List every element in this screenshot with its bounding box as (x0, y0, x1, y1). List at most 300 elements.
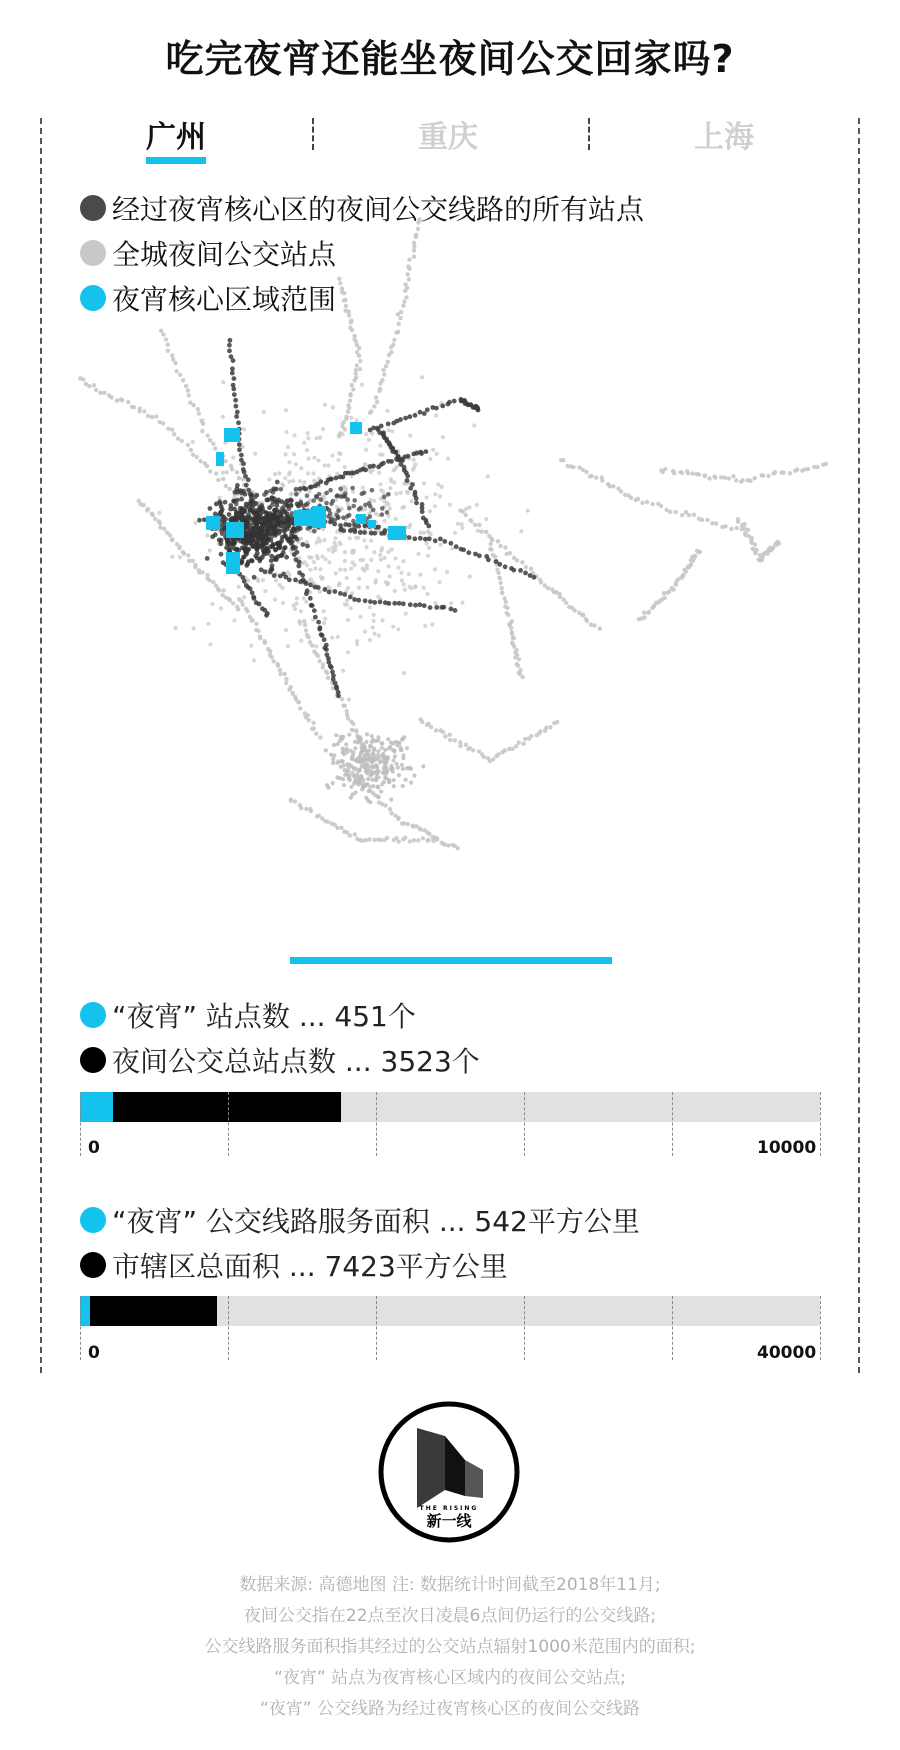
bus-stop-dot (422, 586, 426, 590)
bus-stop-dot (145, 508, 149, 512)
bus-stop-dot (489, 542, 493, 546)
bus-stop-dot (187, 393, 191, 397)
bus-stop-dot (703, 474, 707, 478)
bus-stop-dot (318, 539, 322, 543)
bus-stop-dot (421, 764, 425, 768)
bus-stop-dot (402, 582, 406, 586)
bus-stop-dot (207, 578, 211, 582)
bus-stop-dot (397, 840, 401, 844)
bus-stop-dot (208, 469, 212, 473)
bus-stop-dot (364, 757, 368, 761)
bus-stop-dot (736, 520, 740, 524)
bus-stop-dot (400, 763, 404, 767)
bus-stop-dot (126, 400, 130, 404)
bus-stop-dot (329, 665, 334, 670)
bus-stop-dot (365, 545, 369, 549)
bus-stop-dot (358, 753, 362, 757)
bus-stop-dot (347, 523, 352, 528)
bus-stop-dot (232, 541, 237, 546)
bus-stop-dot (189, 448, 193, 452)
bus-stop-dot (157, 511, 161, 515)
stat-label: 夜间公交总站点数 ... 3523个 (112, 1045, 480, 1078)
bus-stop-dot (449, 541, 454, 546)
bus-stop-dot (261, 578, 265, 582)
tab-shanghai[interactable]: 上海 (694, 120, 754, 155)
bus-stop-dot (529, 567, 533, 571)
bus-stop-dot (824, 462, 828, 466)
bus-stop-dot (331, 545, 335, 549)
bus-stop-dot (338, 281, 342, 285)
bus-stop-dot (700, 518, 704, 522)
bus-stop-dot (458, 744, 462, 748)
bus-stop-dot (428, 509, 432, 513)
bus-stop-dot (404, 295, 408, 299)
bus-stop-dot (323, 587, 328, 592)
bus-stop-dot (387, 746, 391, 750)
bus-stop-dot (246, 477, 251, 482)
bar-gridline (80, 1092, 81, 1156)
bus-stop-dot (268, 530, 273, 535)
bus-stop-dot (748, 479, 752, 483)
bus-stop-dot (776, 540, 780, 544)
bus-stop-dot (426, 838, 430, 842)
bus-stop-dot (216, 478, 220, 482)
legend-label: 夜宵核心区域范围 (112, 283, 337, 316)
bus-stop-dot (403, 836, 407, 840)
bus-stop-dot (258, 636, 262, 640)
bus-stop-dot (262, 410, 266, 414)
bus-stop-dot (345, 576, 349, 580)
bus-stop-dot (384, 772, 388, 776)
bus-stop-dot (740, 527, 744, 531)
bus-stop-dot (369, 744, 373, 748)
bar-gridline (820, 1092, 821, 1156)
bus-stop-dot (723, 524, 727, 528)
bus-stop-dot (357, 346, 361, 350)
bus-stop-dot (115, 399, 119, 403)
bus-stop-dot (256, 629, 260, 633)
bus-stop-dot (735, 526, 739, 530)
bus-stop-dot (259, 503, 264, 508)
map-scale-bar (290, 957, 612, 964)
bus-stop-dot (330, 636, 334, 640)
bus-stop-dot (341, 669, 345, 673)
bus-stop-dot (354, 339, 358, 343)
bus-stop-dot (173, 361, 177, 365)
footnote-line: “夜宵” 公交线路为经过夜宵核心区的夜间公交线路 (259, 1699, 641, 1719)
bus-stop-dot (392, 784, 396, 788)
bus-stop-dot (338, 487, 343, 492)
bus-stop-dot (386, 422, 391, 427)
bus-stop-dot (425, 592, 429, 596)
bus-stop-dot (433, 504, 437, 508)
bus-stop-dot (329, 477, 334, 482)
bus-stop-dot (389, 811, 393, 815)
bus-stop-dot (753, 551, 757, 555)
bus-stop-dot (225, 470, 229, 474)
bar-gridline (524, 1092, 525, 1156)
stops-axis-min: 0 (88, 1138, 100, 1158)
bus-stop-dot (299, 609, 303, 613)
bus-stop-dot (389, 797, 393, 801)
bus-stop-dot (321, 665, 325, 669)
bus-stop-dot (345, 514, 350, 519)
bus-stop-dot (419, 451, 424, 456)
bus-stop-dot (261, 537, 266, 542)
bus-stop-dot (350, 728, 354, 732)
bus-stop-dot (357, 586, 361, 590)
bus-stop-dot (316, 585, 321, 590)
bus-stop-dot (373, 531, 378, 536)
bus-stop-dot (265, 498, 270, 503)
bus-stop-dot (333, 541, 337, 545)
bus-stop-dot (422, 411, 427, 416)
bus-stop-dot (405, 474, 410, 479)
area-bar-track (80, 1296, 820, 1326)
bus-stop-dot (300, 573, 305, 578)
bus-stop-dot (443, 734, 447, 738)
bus-stop-dot (538, 729, 542, 733)
bus-stop-dot (659, 504, 663, 508)
bus-stop-dot (378, 381, 382, 385)
bus-stop-dot (425, 495, 429, 499)
bus-stop-dot (360, 760, 364, 764)
bus-stop-dot (645, 500, 649, 504)
bus-stop-dot (361, 785, 365, 789)
bus-stop-dot (303, 487, 308, 492)
bus-stop-dot (232, 376, 237, 381)
bus-stop-dot (428, 605, 433, 610)
bus-stop-dot (341, 759, 345, 763)
bus-stop-dot (349, 606, 353, 610)
bus-stop-dot (273, 598, 277, 602)
bus-stop-dot (355, 773, 359, 777)
bus-stop-dot (350, 551, 354, 555)
bus-stop-dot (339, 765, 343, 769)
bus-stop-dot (358, 530, 363, 535)
bus-stop-dot (361, 486, 365, 490)
bus-stop-dot (242, 579, 247, 584)
bus-stop-dot (208, 438, 212, 442)
bus-stop-dot (231, 387, 236, 392)
bus-stop-dot (305, 526, 310, 531)
bar-gridline (228, 1296, 229, 1360)
bus-stop-dot (412, 774, 416, 778)
bus-stop-dot (523, 737, 527, 741)
bus-stop-dot (642, 611, 646, 615)
bus-stop-dot (178, 555, 182, 559)
bus-stop-dot (500, 586, 504, 590)
bus-stop-dot (434, 728, 438, 732)
bus-stop-dot (221, 471, 225, 475)
bus-stop-dot (351, 722, 355, 726)
bus-stop-dot (663, 596, 667, 600)
bus-stop-dot (464, 507, 468, 511)
bus-stop-dot (213, 532, 218, 537)
bus-stop-dot (331, 761, 335, 765)
bus-stop-dot (94, 388, 98, 392)
bus-stop-dot (304, 628, 308, 632)
bus-stop-dot (388, 486, 392, 490)
bus-stop-dot (291, 692, 295, 696)
bus-stop-dot (390, 767, 394, 771)
bus-stop-dot (284, 555, 289, 560)
bus-stop-dot (396, 312, 400, 316)
bus-stop-dot (262, 492, 267, 497)
bus-stop-dot (233, 490, 238, 495)
tab-guangzhou[interactable]: 广州 (146, 120, 206, 155)
bus-stop-dot (400, 578, 404, 582)
bus-stop-dot (305, 501, 310, 506)
bus-stop-dot (490, 538, 494, 542)
bus-stop-dot (335, 826, 339, 830)
bus-stop-dot (365, 585, 369, 589)
bus-stop-dot (397, 773, 401, 777)
bus-stop-dot (348, 536, 352, 540)
bus-stop-dot (476, 408, 481, 413)
bus-stop-dot (306, 436, 310, 440)
bus-stop-dot (246, 502, 251, 507)
bus-stop-dot (382, 765, 386, 769)
bus-stop-dot (382, 780, 386, 784)
bus-stop-dot (371, 625, 375, 629)
bus-stop-dot (226, 539, 231, 544)
bus-stop-dot (186, 553, 190, 557)
bus-stop-dot (363, 503, 368, 508)
bus-stop-dot (368, 514, 373, 519)
bus-stop-dot (181, 378, 185, 382)
bus-stop-dot (376, 756, 380, 760)
bus-stop-dot (373, 580, 377, 584)
bus-stop-dot (316, 654, 320, 658)
bus-stop-dot (227, 343, 232, 348)
bus-stop-dot (287, 460, 291, 464)
bus-stop-dot (316, 620, 321, 625)
bus-stop-dot (477, 553, 482, 558)
stat-yexiao-area (80, 1200, 640, 1240)
bus-stop-dot (611, 484, 615, 488)
bus-stop-dot (274, 578, 278, 582)
bus-stop-dot (514, 744, 518, 748)
bus-stop-dot (141, 503, 145, 507)
bus-stop-dot (372, 619, 376, 623)
bus-stop-dot (197, 518, 202, 523)
bus-stop-dot (413, 603, 418, 608)
bus-stop-dot (154, 414, 158, 418)
bus-stop-dot (228, 598, 232, 602)
bus-stop-dot (352, 528, 357, 533)
bus-stop-dot (363, 468, 368, 473)
bus-stop-dot (228, 338, 233, 343)
bus-stop-dot (186, 388, 190, 392)
bus-stop-dot (357, 782, 361, 786)
bus-stop-dot (331, 405, 335, 409)
bus-stop-dot (360, 749, 364, 753)
bus-stop-dot (386, 550, 390, 554)
bus-stop-dot (795, 467, 799, 471)
bus-stop-dot (302, 441, 306, 445)
bus-stop-dot (206, 622, 210, 626)
bus-stop-dot (208, 549, 212, 553)
bus-stop-dot (245, 609, 249, 613)
bus-stop-dot (421, 836, 425, 840)
bus-stop-dot (788, 471, 792, 475)
bus-stop-dot (357, 577, 361, 581)
bus-stop-dot (324, 647, 329, 652)
bus-stop-dot (405, 478, 410, 483)
bus-stop-dot (200, 429, 204, 433)
bus-stop-dot (343, 568, 347, 572)
bus-stop-dot (372, 748, 376, 752)
bus-stop-dot (283, 476, 287, 480)
bus-stop-dot (227, 512, 232, 517)
bus-stop-dot (293, 607, 297, 611)
bus-stop-dot (365, 732, 369, 736)
bus-stop-dot (651, 502, 655, 506)
bus-stop-dot (710, 521, 714, 525)
bus-stop-dot (348, 595, 353, 600)
bus-stop-dot (414, 501, 419, 506)
bar-gridline (524, 1296, 525, 1360)
bus-stop-dot (407, 535, 412, 540)
bus-stop-dot (334, 494, 339, 499)
bus-stop-dot (235, 410, 240, 415)
bus-stop-dot (246, 538, 251, 543)
bus-stop-dot (81, 377, 85, 381)
bus-stop-dot (245, 562, 250, 567)
bus-stop-dot (426, 554, 430, 558)
bus-stop-dot (510, 632, 514, 636)
bus-stop-dot (510, 747, 514, 751)
bus-stop-dot (343, 602, 347, 606)
bus-stop-dot (313, 615, 318, 620)
bus-stop-dot (211, 580, 215, 584)
bus-stop-dot (251, 544, 256, 549)
tab-chongqing[interactable]: 重庆 (418, 120, 478, 155)
bus-stop-dot (250, 590, 255, 595)
bus-stop-dot (399, 491, 403, 495)
bus-stop-dot (256, 579, 260, 583)
bus-stop-dot (561, 458, 565, 462)
bus-stop-dot (437, 580, 441, 584)
bus-stop-dot (363, 630, 367, 634)
bus-stop-dot (670, 586, 674, 590)
bus-stop-dot (438, 543, 442, 547)
bus-stop-dot (368, 638, 372, 642)
bus-stop-dot (350, 792, 354, 796)
bus-stop-dot (408, 602, 413, 607)
bus-stop-dot (236, 607, 240, 611)
bus-stop-dot (159, 329, 163, 333)
bus-stop-dot (680, 471, 684, 475)
bus-stop-dot (221, 415, 225, 419)
bus-stop-dot (308, 568, 312, 572)
bus-stop-dot (235, 470, 239, 474)
bus-stop-dot (273, 548, 278, 553)
bus-stop-dot (377, 634, 381, 638)
bus-stop-dot (302, 596, 306, 600)
bus-stop-dot (302, 619, 306, 623)
bus-stop-dot (282, 517, 287, 522)
bus-stop-dot (431, 448, 435, 452)
bus-stop-dot (298, 622, 302, 626)
bus-stop-dot (334, 536, 338, 540)
bus-stop-dot (508, 551, 512, 555)
bus-stop-dot (475, 503, 479, 507)
bus-stop-dot (378, 452, 382, 456)
bus-stop-dot (236, 420, 241, 425)
bus-stop-dot (268, 515, 273, 520)
bus-stop-dot (429, 725, 433, 729)
bus-stop-dot (284, 681, 288, 685)
bus-stop-dot (364, 463, 368, 467)
bus-stop-dot (374, 777, 378, 781)
legend-dot-blue (80, 285, 106, 311)
bus-stop-dot (274, 555, 279, 560)
bus-stop-dot (391, 625, 395, 629)
bus-stop-dot (331, 781, 335, 785)
bus-stop-dot (523, 571, 528, 576)
bus-stop-dot (419, 827, 423, 831)
bus-stop-dot (337, 277, 341, 281)
bus-stop-dot (158, 521, 162, 525)
bus-stop-dot (305, 448, 309, 452)
bus-stop-dot (404, 778, 408, 782)
bus-stop-dot (294, 601, 298, 605)
bus-stop-dot (404, 612, 408, 616)
bus-stop-dot (346, 650, 350, 654)
bus-stop-dot (312, 560, 316, 564)
bus-stop-dot (600, 479, 604, 483)
bus-stop-dot (366, 777, 370, 781)
bus-stop-dot (306, 471, 310, 475)
bus-stop-dot (317, 627, 322, 632)
bus-stop-dot (285, 537, 290, 542)
bus-stop-dot (378, 600, 383, 605)
bus-stop-dot (761, 474, 765, 478)
bus-stop-dot (395, 762, 399, 766)
bus-stop-dot (731, 474, 735, 478)
bus-stop-dot (598, 627, 602, 631)
bus-stop-dot (322, 637, 327, 642)
bus-stop-dot (340, 697, 344, 701)
bus-stop-dot (230, 366, 235, 371)
bus-stop-dot (352, 378, 356, 382)
bus-stop-dot (316, 556, 320, 560)
bus-stop-dot (221, 560, 226, 565)
bus-stop-dot (286, 445, 290, 449)
bar-gridline (376, 1296, 377, 1360)
bus-stop-dot (388, 807, 392, 811)
bus-stop-dot (640, 501, 644, 505)
bus-stop-dot (221, 477, 225, 481)
bus-stop-dot (408, 486, 413, 491)
bus-stop-dot (448, 738, 452, 742)
bus-stop-dot (318, 436, 322, 440)
bus-stop-dot (346, 618, 350, 622)
bus-stop-dot (327, 560, 331, 564)
bus-stop-dot (753, 543, 757, 547)
bus-stop-dot (447, 400, 452, 405)
bus-stop-dot (178, 373, 182, 377)
bus-stop-dot (328, 488, 333, 493)
bus-stop-dot (320, 577, 324, 581)
bus-stop-dot (741, 478, 745, 482)
bus-stop-dot (347, 733, 351, 737)
bus-stop-dot (312, 479, 316, 483)
bus-stop-dot (753, 476, 757, 480)
bus-stop-dot (276, 498, 281, 503)
